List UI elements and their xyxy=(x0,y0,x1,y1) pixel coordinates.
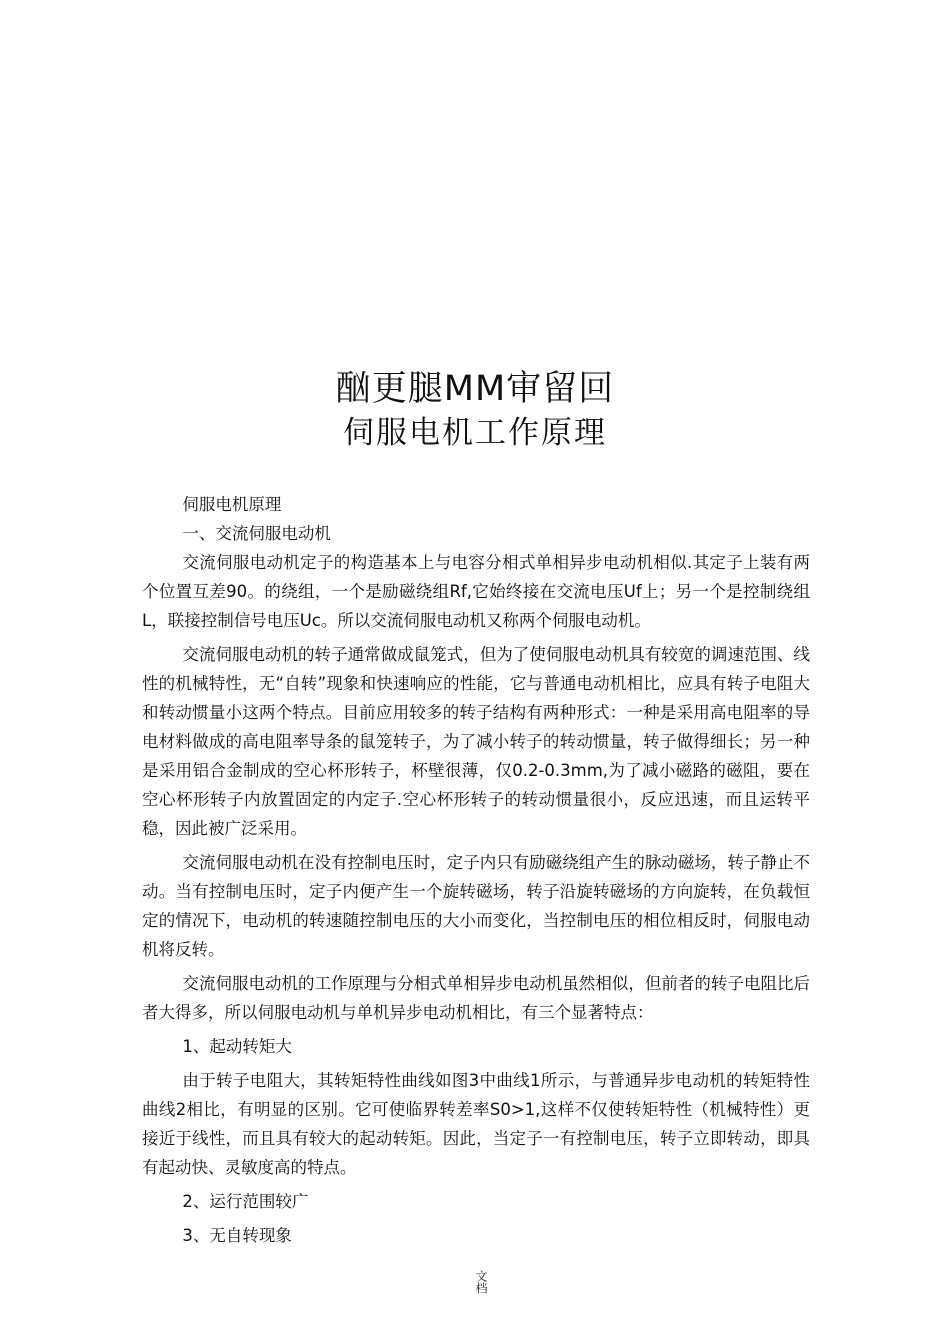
paragraph: 交流伺服电动机定子的构造基本上与电容分相式单相异步电动机相似.其定子上装有两个位置互差90。的绕组，一个是励磁绕组Rf,它始终接在交流电压Uf上；另一个是控制绕组L，联接控制信号电压Uc。所以交流伺服电动机又称两个伺服电动机。 xyxy=(142,553,810,630)
list-item-heading: 1、起动转矩大 xyxy=(182,1037,292,1056)
list-item-heading: 3、无自转现象 xyxy=(182,1226,292,1245)
paragraph: 交流伺服电动机的转子通常做成鼠笼式，但为了使伺服电动机具有较宽的调速范围、线性的机械特性，无“自转”现象和快速响应的性能，它与普通电动机相比，应具有转子电阻大和转动惯量小这两个特点。目前应用较多的转子结构有两种形式：一种是采用高电阻率的导电材料做成的高电阻率导条的鼠笼转子，为了减小转子的转动惯量，转子做得细长；另一种是采用铝合金制成的空心杯形转子，杯壁很薄，仅0.2-0.3mm,为了减小磁路的磁阻，要在空心杯形转子内放置固定的内定子.空心杯形转子的转动惯量很小，反应迅速，而且运转平稳，因此被广泛采用。 xyxy=(142,645,810,838)
paragraph: 由于转子电阻大，其转矩特性曲线如图3中曲线1所示，与普通异步电动机的转矩特性曲线2相比，有明显的区别。它可使临界转差率S0>1,这样不仅使转矩特性（机械特性）更接近于线性，而且具有较大的起动转矩。因此，当定子一有控制电压，转子立即转动，即具有起动快、灵敏度高的特点。 xyxy=(142,1071,810,1177)
section-heading: 伺服电机原理 xyxy=(182,495,282,514)
subsection-heading: 一、交流伺服电动机 xyxy=(182,524,331,543)
list-item-heading: 2、运行范围较广 xyxy=(182,1192,309,1211)
paragraph: 交流伺服电动机在没有控制电压时，定子内只有励磁绕组产生的脉动磁场，转子静止不动。当有控制电压时，定子内便产生一个旋转磁场，转子沿旋转磁场的方向旋转，在负载恒定的情况下，电动机的转速随控制电压的大小而变化，当控制电压的相位相反时，伺服电动机将反转。 xyxy=(142,853,810,959)
title-block xyxy=(0,366,950,454)
page-footer: 文档 xyxy=(474,1270,488,1294)
document-body xyxy=(142,490,810,1250)
garbled-title: 酗更腿MM审留回 xyxy=(335,369,615,409)
paragraph: 交流伺服电动机的工作原理与分相式单相异步电动机虽然相似，但前者的转子电阻比后者大得多，所以伺服电动机与单机异步电动机相比，有三个显著特点： xyxy=(142,974,810,1022)
page-title: 伺服电机工作原理 xyxy=(343,415,607,451)
